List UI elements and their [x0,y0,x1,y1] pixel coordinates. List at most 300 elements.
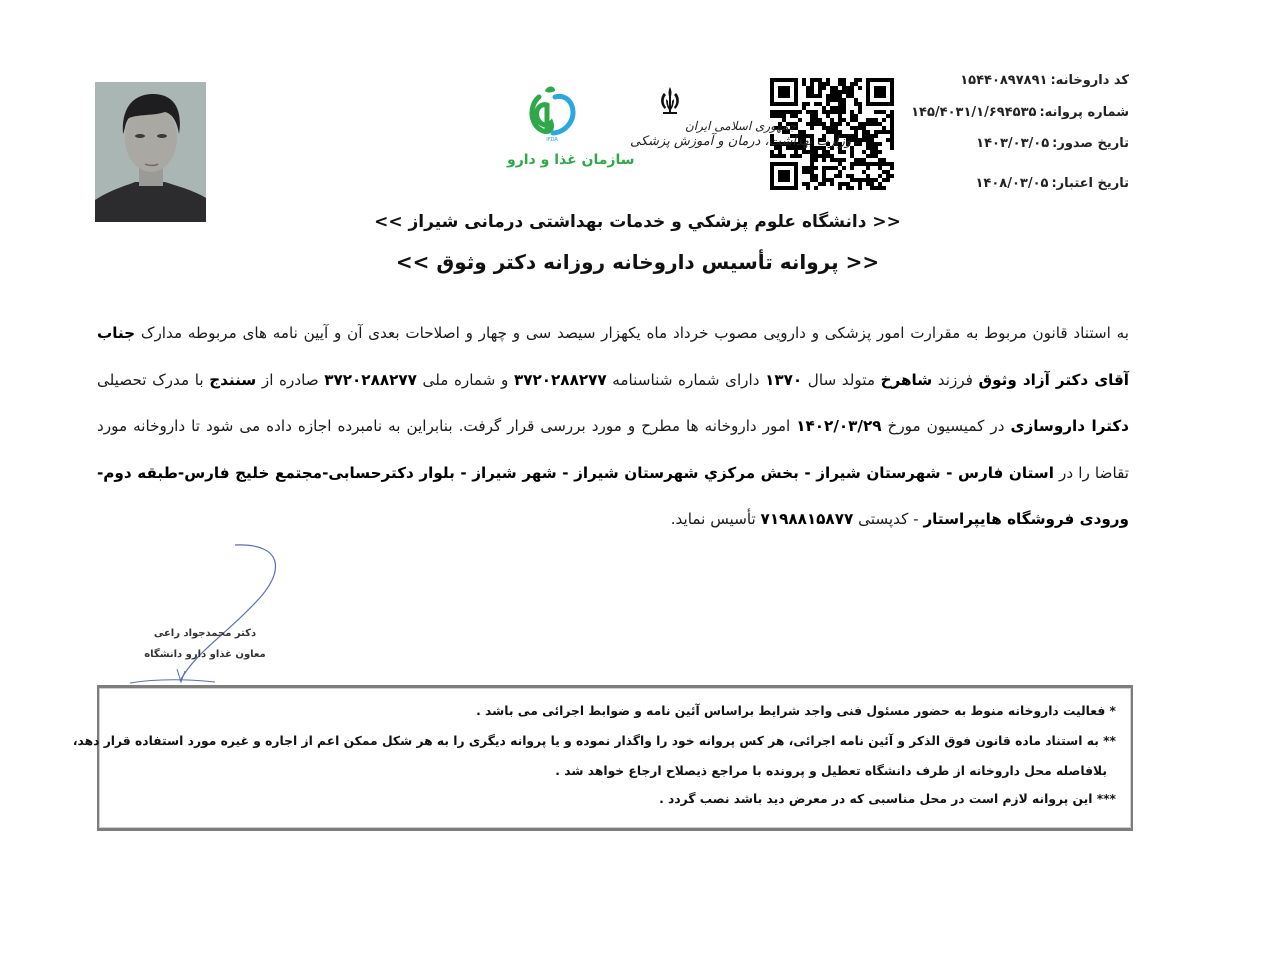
qr-module [890,138,894,142]
qr-module [806,186,810,190]
qr-module [830,110,834,114]
qr-module [854,178,858,182]
qr-module [850,166,854,170]
qr-module [794,154,798,158]
qr-module [778,154,782,158]
qr-module [810,166,814,170]
qr-module [850,174,854,178]
qr-module [870,162,874,166]
qr-module [806,110,810,114]
body-text-2: فرزند [932,370,979,389]
qr-module [842,82,846,86]
body-text-5: و شماره ملی [416,370,514,389]
qr-module [886,162,890,166]
qr-module [878,162,882,166]
qr-module [858,142,862,146]
qr-module [826,178,830,182]
qr-module [774,110,778,114]
qr-finder [778,170,790,182]
qr-module [834,90,838,94]
ministry-line-1: جمهوری اسلامی ایران [684,119,797,133]
qr-finder [874,86,886,98]
postal-code: ۷۱۹۸۸۱۵۸۷۷ [760,510,854,528]
qr-module [838,106,842,110]
body-text-10: - کدپستی [853,510,924,528]
qr-module [882,130,886,134]
qr-module [818,94,822,98]
qr-module [794,150,798,154]
qr-module [834,158,838,162]
qr-module [858,182,862,186]
body-text-6: صادره از [256,370,325,389]
qr-module [878,186,882,190]
qr-module [854,102,858,106]
qr-module [806,90,810,94]
body-text-8: در کمیسیون مورخ [881,417,1011,435]
qr-module [886,178,890,182]
qr-module [874,162,878,166]
qr-module [810,154,814,158]
qr-module [770,154,774,158]
qr-module [838,110,842,114]
degree: دکترا داروسازی [1010,417,1129,435]
qr-module [890,134,894,138]
qr-module [774,154,778,158]
qr-module [822,82,826,86]
qr-module [850,82,854,86]
qr-module [826,166,830,170]
qr-module [874,110,878,114]
pharmacy-address: استان فارس - شهرستان شیراز - بخش مرکزي شهرستان شیراز - شهر شیراز - بلوار دکترحسابی-مجتمع خلیج فارس-طبقه دوم- ورودی فروشگاه هایپراستار [97,463,1129,528]
qr-module [890,114,894,118]
national-id: ۳۷۲۰۲۸۸۲۷۷ [324,370,417,389]
signatory-name: دکتر محمدجواد راعی [153,628,257,639]
qr-module [838,102,842,106]
qr-module [858,102,862,106]
qr-module [814,94,818,98]
qr-module [862,134,866,138]
qr-module [818,154,822,158]
notes-box [72,685,1133,831]
qr-module [874,130,878,134]
qr-module [790,154,794,158]
ministry-name [630,118,851,150]
qr-module [842,166,846,170]
qr-module [822,166,826,170]
qr-module [854,158,858,162]
qr-module [850,110,854,114]
qr-module [802,82,806,86]
qr-module [810,174,814,178]
qr-module [862,158,866,162]
qr-module [878,110,882,114]
qr-module [870,118,874,122]
qr-module [814,154,818,158]
issue-date-row [973,136,1129,152]
qr-module [854,138,858,142]
qr-module [882,186,886,190]
qr-module [890,166,894,170]
logos [505,80,852,180]
qr-module [838,82,842,86]
qr-module [810,110,814,114]
qr-module [814,174,818,178]
qr-module [846,174,850,178]
qr-module [858,186,862,190]
signature-stroke-icon [125,543,285,688]
qr-module [854,114,858,118]
qr-module [826,82,830,86]
qr-module [890,162,894,166]
qr-module [810,150,814,154]
qr-module [878,122,882,126]
qr-module [878,130,882,134]
qr-module [890,110,894,114]
signatory-title: معاون غذاو دارو دانشگاه [144,649,266,660]
qr-module [882,110,886,114]
qr-module [842,106,846,110]
birth-year: ۱۳۷۰ [765,370,803,389]
qr-module [838,98,842,102]
qr-module [850,150,854,154]
qr-module [806,102,810,106]
qr-module [874,118,878,122]
note-3: *** این پروانه لازم است در محل مناسبی که در معرض دید باشد نصب گردد . [659,792,1116,806]
qr-module [846,186,850,190]
qr-module [854,78,858,82]
qr-module [818,86,822,90]
qr-module [846,86,850,90]
qr-module [838,182,842,186]
qr-module [810,162,814,166]
qr-module [838,174,842,178]
qr-module [794,110,798,114]
qr-module [854,134,858,138]
qr-module [878,174,882,178]
qr-module [834,166,838,170]
qr-module [866,182,870,186]
note-2-continued: بلافاصله محل داروخانه از طرف دانشگاه تعطیل و پرونده با مراجع ذیصلاح ارجاع خواهد شد . [555,764,1107,778]
university-title: << دانشگاه علوم پزشكي و خدمات بهداشتی درمانی شیراز >> [374,212,901,232]
qr-module [878,150,882,154]
qr-module [862,178,866,182]
qr-module [874,150,878,154]
qr-module [862,150,866,154]
holder-name: جناب آقای دکتر آزاد وثوق [97,324,1129,389]
qr-module [834,94,838,98]
qr-module [830,98,834,102]
qr-module [862,170,866,174]
qr-module [874,186,878,190]
qr-module [862,122,866,126]
signature-block [125,543,285,688]
qr-module [834,174,838,178]
qr-module [842,90,846,94]
qr-module [778,150,782,154]
qr-module [822,86,826,90]
qr-module [830,106,834,110]
qr-module [810,86,814,90]
qr-module [782,154,786,158]
qr-module [870,186,874,190]
qr-module [818,90,822,94]
qr-module [830,158,834,162]
id-number: ۳۷۲۰۲۸۸۲۷۷ [513,370,607,389]
license-number-row [908,105,1129,121]
qr-module [842,150,846,154]
qr-module [802,150,806,154]
qr-module [890,146,894,150]
qr-module [826,102,830,106]
qr-module [834,110,838,114]
qr-module [890,130,894,134]
qr-module [802,106,806,110]
qr-module [866,122,870,126]
qr-module [886,174,890,178]
qr-module [890,118,894,122]
qr-module [882,158,886,162]
qr-module [874,154,878,158]
qr-module [802,182,806,186]
qr-module [874,142,878,146]
qr-module [878,158,882,162]
qr-module [838,150,842,154]
qr-module [802,78,806,82]
commission-date: ۱۴۰۲/۰۳/۲۹ [796,417,882,435]
qr-module [798,110,802,114]
qr-module [822,178,826,182]
issue-date-label: تاریخ صدور: [1052,136,1129,151]
qr-module [850,94,854,98]
qr-module [802,102,806,106]
qr-module [854,118,858,122]
qr-module [842,98,846,102]
person-photo-icon [95,82,206,222]
qr-module [866,134,870,138]
qr-module [838,186,842,190]
qr-module [870,142,874,146]
qr-module [834,98,838,102]
qr-module [866,138,870,142]
note-2: ** به استناد ماده قانون فوق الذکر و آئین نامه اجرائی، هر کس پروانه خود را واگذار نموده و یا پروانه دیگری را به هر شکل ممکن اعم از اجاره و غیره مورد استفاده قرار دهد، [72,734,1116,748]
qr-module [818,182,822,186]
qr-module [822,110,826,114]
qr-module [882,162,886,166]
qr-module [818,102,822,106]
qr-module [870,122,874,126]
qr-module [862,162,866,166]
qr-module [810,90,814,94]
qr-module [850,90,854,94]
qr-module [890,142,894,146]
qr-module [850,178,854,182]
qr-module [890,122,894,126]
qr-module [874,178,878,182]
qr-module [858,162,862,166]
validity-date-row [972,176,1129,192]
qr-module [810,158,814,162]
qr-module [858,138,862,142]
qr-module [826,110,830,114]
qr-module [870,134,874,138]
body-text-11: تأسیس نماید. [670,510,761,528]
qr-module [842,182,846,186]
body-text-7: با مدرک تحصیلی [97,370,210,389]
validity-date-value: ۱۴۰۸/۰۳/۰۵ [975,176,1049,191]
qr-module [830,178,834,182]
qr-module [854,162,858,166]
qr-module [850,154,854,158]
qr-module [802,166,806,170]
qr-module [870,154,874,158]
qr-module [866,162,870,166]
qr-module [870,150,874,154]
qr-module [846,182,850,186]
qr-module [838,158,842,162]
qr-module [806,170,810,174]
qr-module [870,146,874,150]
qr-module [866,154,870,158]
qr-module [814,150,818,154]
ifda-logo-icon [525,83,580,143]
qr-module [858,126,862,130]
qr-module [814,166,818,170]
qr-module [854,130,858,134]
qr-module [886,114,890,118]
qr-module [858,158,862,162]
qr-module [814,110,818,114]
father-name: شاهرخ [880,370,933,389]
qr-module [838,170,842,174]
qr-module [858,106,862,110]
qr-module [882,178,886,182]
qr-module [782,110,786,114]
qr-module [830,154,834,158]
qr-module [814,102,818,106]
qr-module [810,78,814,82]
qr-module [846,94,850,98]
qr-module [850,162,854,166]
pharmacy-code-value: ۱۵۴۴۰۸۹۷۸۹۱ [960,73,1048,88]
qr-module [830,182,834,186]
qr-module [870,138,874,142]
qr-module [842,78,846,82]
qr-module [810,170,814,174]
qr-module [834,106,838,110]
qr-module [814,78,818,82]
qr-module [866,174,870,178]
qr-module [874,134,878,138]
qr-module [854,98,858,102]
qr-module [890,126,894,130]
qr-module [822,150,826,154]
qr-module [878,166,882,170]
qr-finder [778,86,790,98]
qr-module [806,182,810,186]
body-text-4: دارای شماره شناسنامه [606,370,766,389]
qr-module [866,142,870,146]
issue-date-value: ۱۴۰۳/۰۳/۰۵ [976,136,1050,151]
ifda-name: سازمان غذا و دارو [507,152,635,168]
qr-module [810,82,814,86]
qr-module [818,78,822,82]
qr-module [826,154,830,158]
qr-module [866,166,870,170]
iran-emblem-icon [655,85,685,117]
qr-module [882,170,886,174]
qr-module [822,174,826,178]
qr-module [830,86,834,90]
qr-module [874,122,878,126]
qr-module [822,106,826,110]
qr-module [850,186,854,190]
qr-module [854,82,858,86]
qr-module [770,110,774,114]
body-text-3: متولد سال [802,370,881,389]
applicant-photo [95,82,206,222]
qr-module [854,142,858,146]
qr-module [806,166,810,170]
qr-module [866,146,870,150]
qr-module [802,170,806,174]
qr-module [822,158,826,162]
qr-module [866,118,870,122]
qr-module [870,182,874,186]
qr-module [822,170,826,174]
qr-module [830,90,834,94]
qr-module [886,138,890,142]
qr-module [826,98,830,102]
qr-module [826,150,830,154]
qr-module [854,126,858,130]
qr-module [858,178,862,182]
qr-module [882,126,886,130]
qr-module [806,150,810,154]
qr-module [838,162,842,166]
qr-module [846,90,850,94]
qr-module [838,90,842,94]
qr-module [830,166,834,170]
qr-module [834,86,838,90]
qr-module [858,110,862,114]
qr-module [878,182,882,186]
qr-module [814,186,818,190]
qr-module [858,86,862,90]
qr-module [842,102,846,106]
qr-module [882,118,886,122]
qr-module [842,110,846,114]
license-title: << پروانه تأسیس داروخانه روزانه دكتر وثوق >> [395,250,880,274]
issue-place: سنندج [209,370,257,389]
qr-module [822,154,826,158]
qr-module [810,94,814,98]
pharmacy-code-row [957,73,1129,89]
qr-module [838,78,842,82]
qr-module [826,78,830,82]
qr-module [862,126,866,130]
qr-module [818,82,822,86]
body-text-9: امور داروخانه ها مطرح و مورد بررسی قرار گرفت. بنابراین به نامبرده اجازه داده می شود تا داروخانه مورد تقاضا را در [97,417,1129,482]
validity-date-label: تاریخ اعتبار: [1051,176,1129,191]
license-number-value: ۱۴۵/۴۰۳۱/۱/۶۹۴۵۳۵ [911,105,1037,120]
qr-module [870,178,874,182]
qr-module [886,130,890,134]
qr-module [822,182,826,186]
qr-module [874,146,878,150]
ministry-line-2: وزارت بهداشت، درمان و آموزش پزشکی [630,134,852,149]
qr-module [778,110,782,114]
qr-module [866,130,870,134]
